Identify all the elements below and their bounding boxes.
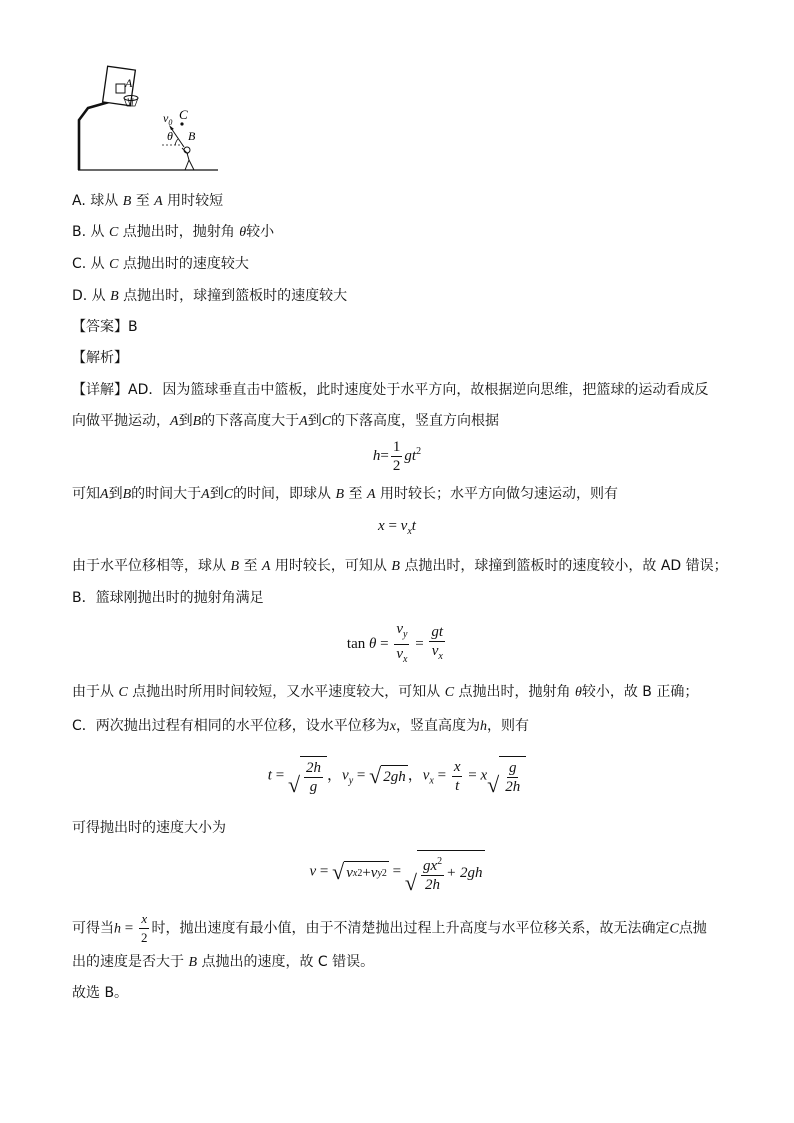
point-c-dot [180, 122, 183, 125]
answer-line [72, 317, 138, 337]
detail-line-4: 由于水平位移相等，球从 B 至 A 用时较长，可知从 B 点抛出时，球撞到篮板时的速度较小，故 AD 错误； [72, 558, 728, 574]
person-body [187, 153, 189, 160]
ball-at-b [184, 147, 190, 153]
point-a-label: A [125, 76, 133, 90]
detail-line-1: 【详解】AD．因为篮球垂直击中篮板，此时速度处于水平方向，故根据逆向思维，把篮球的运动看成反 [72, 382, 709, 398]
equation-tan-theta: tan θ = $\frac{v_y}{v_x}$ = $\frac{gt}{v_x}$ [346, 621, 444, 665]
detail-line-2: 向做平抛运动，A到B的下落高度大于A到C的下落高度，竖直方向根据 [72, 413, 500, 429]
detail-line-6: 由于从 C 点抛出时所用时间较短，又水平速度较大，可知从 C 点抛出时，抛射角 θ较小，故 B 正确； [72, 684, 699, 700]
option-b: B. 从 C 点抛出时，抛射角 θ较小 [72, 224, 275, 240]
equation-t-vy-vx: t = √ $\frac{2h}{g}$ ，$v_y$ = √ 2gh ，$v_x$ = $\frac{x}{t}$ = x √ $\frac{g}{2h}$ [0, 756, 794, 796]
detail-line-3: 可知A到B的时间大于A到C的时间，即球从 B 至 A 用时较长；水平方向做匀速运动，则有 [72, 486, 618, 502]
detail-line-9: 可得当h = $\frac{x}{2}$ 时，抛出速度有最小值，由于不清楚抛出过程上升高度与水平位移关系，故无法确定C点抛 [72, 911, 707, 945]
answer-value: B [128, 319, 138, 335]
basketball-diagram [70, 62, 220, 180]
detail-line-8: 可得抛出时的速度大小为 [72, 820, 226, 836]
angle-arc [175, 139, 178, 145]
option-c: C. 从 C 点抛出时的速度较大 [72, 256, 249, 272]
hoop-pole [79, 100, 116, 170]
answer-label: 【答案】 [72, 319, 128, 335]
detail-line-10: 出的速度是否大于 B 点抛出的速度，故 C 错误。 [72, 954, 375, 970]
person-leg-right [189, 160, 194, 170]
option-a: A. 球从 B 至 A 用时较短 [72, 193, 224, 209]
detail-line-11: 故选 B。 [72, 985, 129, 1001]
analysis-heading: 【解析】 [72, 350, 128, 366]
detail-line-7: C．两次抛出过程有相同的水平位移，设水平位移为x，竖直高度为h，则有 [72, 718, 529, 734]
point-c-label: C [179, 107, 188, 122]
velocity-label: $v_0$ [163, 111, 173, 127]
point-b-label: B [188, 129, 196, 143]
theta-label: θ [167, 129, 173, 143]
person-leg-left [185, 160, 189, 170]
detail-line-5: B．篮球刚抛出时的抛射角满足 [72, 590, 264, 606]
velocity-arrow [171, 128, 184, 147]
equation-speed: v = √ v x 2 + v y 2 = √ $\frac{gx^2}{2h}$ + 2gh [0, 850, 794, 894]
option-d: D. 从 B 点抛出时，球撞到篮板时的速度较大 [72, 288, 348, 304]
equation-free-fall: h= $\frac{1}{2}$ $gt^2$ [372, 439, 422, 474]
equation-horizontal: $x = v_xt$ [378, 518, 416, 537]
